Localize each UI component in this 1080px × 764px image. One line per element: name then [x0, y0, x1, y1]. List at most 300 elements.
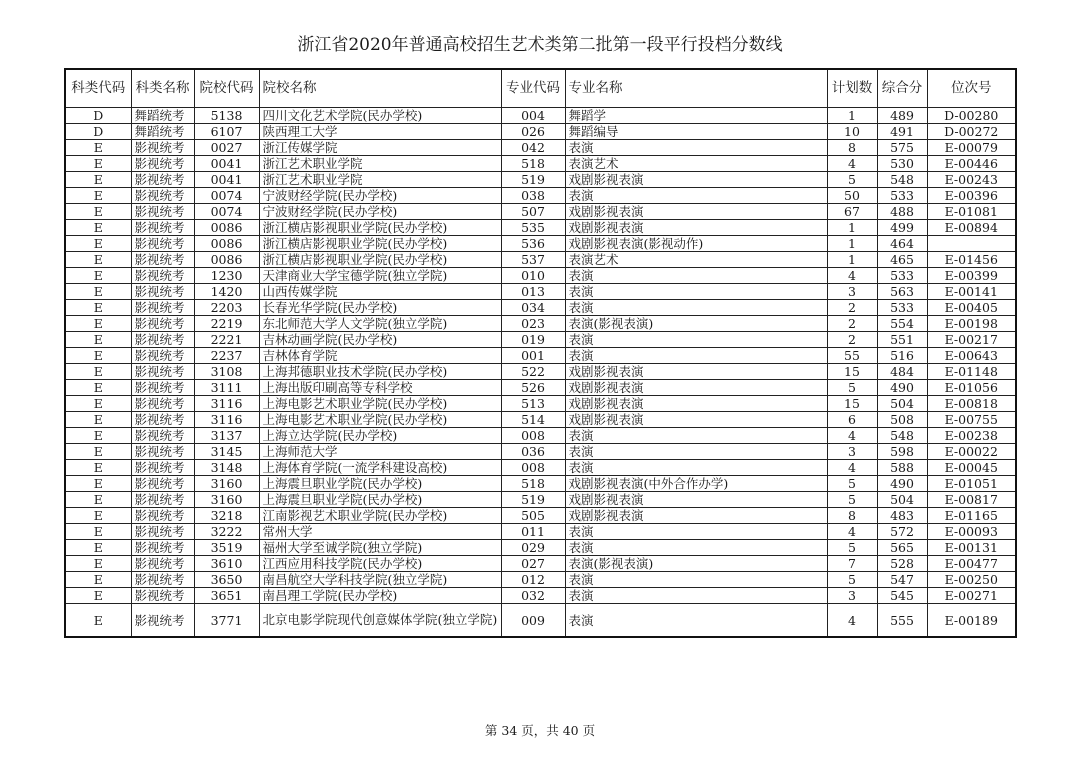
- cell-composite-score: 508: [877, 412, 927, 428]
- cell-rank: E-00022: [927, 444, 1016, 460]
- cell-rank: E-00141: [927, 284, 1016, 300]
- cell-major-code: 008: [501, 460, 565, 476]
- cell-school-name: 上海邦德职业技术学院(民办学校): [259, 364, 501, 380]
- cell-plan-count: 1: [827, 108, 877, 124]
- cell-category-name: 影视统考: [131, 540, 194, 556]
- cell-major-code: 009: [501, 604, 565, 638]
- cell-school-code: 1230: [194, 268, 259, 284]
- cell-school-name: 浙江传媒学院: [259, 140, 501, 156]
- cell-composite-score: 555: [877, 604, 927, 638]
- cell-composite-score: 530: [877, 156, 927, 172]
- cell-category-code: E: [65, 412, 131, 428]
- cell-category-name: 影视统考: [131, 492, 194, 508]
- cell-major-code: 042: [501, 140, 565, 156]
- cell-school-name: 天津商业大学宝德学院(独立学院): [259, 268, 501, 284]
- cell-major-name: 舞蹈学: [565, 108, 827, 124]
- cell-major-code: 011: [501, 524, 565, 540]
- cell-major-code: 536: [501, 236, 565, 252]
- cell-school-name: 上海体育学院(一流学科建设高校): [259, 460, 501, 476]
- cell-composite-score: 547: [877, 572, 927, 588]
- cell-school-code: 3116: [194, 396, 259, 412]
- cell-major-code: 004: [501, 108, 565, 124]
- cell-major-name: 表演(影视表演): [565, 316, 827, 332]
- cell-major-name: 表演艺术: [565, 252, 827, 268]
- cell-rank: E-00198: [927, 316, 1016, 332]
- cell-composite-score: 504: [877, 492, 927, 508]
- cell-major-name: 戏剧影视表演: [565, 508, 827, 524]
- cell-rank: D-00280: [927, 108, 1016, 124]
- table-row: [65, 220, 1016, 236]
- cell-major-name: 表演: [565, 188, 827, 204]
- cell-plan-count: 3: [827, 444, 877, 460]
- cell-major-code: 019: [501, 332, 565, 348]
- table-row: [65, 252, 1016, 268]
- cell-school-name: 浙江艺术职业学院: [259, 172, 501, 188]
- cell-school-code: 0027: [194, 140, 259, 156]
- cell-category-name: 影视统考: [131, 220, 194, 236]
- cell-rank: E-00217: [927, 332, 1016, 348]
- cell-category-code: E: [65, 140, 131, 156]
- cell-school-code: 3116: [194, 412, 259, 428]
- cell-category-name: 影视统考: [131, 604, 194, 638]
- cell-category-code: E: [65, 156, 131, 172]
- cell-major-name: 戏剧影视表演: [565, 220, 827, 236]
- cell-rank: E-01165: [927, 508, 1016, 524]
- cell-rank: E-00396: [927, 188, 1016, 204]
- col-header-plan-count: 计划数: [827, 69, 877, 108]
- cell-category-name: 影视统考: [131, 300, 194, 316]
- cell-composite-score: 545: [877, 588, 927, 604]
- cell-major-code: 522: [501, 364, 565, 380]
- cell-composite-score: 483: [877, 508, 927, 524]
- table-row: [65, 236, 1016, 252]
- cell-category-code: E: [65, 172, 131, 188]
- cell-composite-score: 572: [877, 524, 927, 540]
- table-body: [65, 108, 1016, 638]
- cell-composite-score: 528: [877, 556, 927, 572]
- cell-plan-count: 1: [827, 236, 877, 252]
- cell-major-name: 表演: [565, 524, 827, 540]
- cell-category-code: E: [65, 492, 131, 508]
- cell-major-code: 010: [501, 268, 565, 284]
- cell-category-code: E: [65, 364, 131, 380]
- cell-rank: E-00238: [927, 428, 1016, 444]
- cell-category-name: 舞蹈统考: [131, 124, 194, 140]
- cell-major-name: 戏剧影视表演: [565, 364, 827, 380]
- cell-category-code: E: [65, 396, 131, 412]
- cell-category-name: 影视统考: [131, 364, 194, 380]
- cell-category-code: E: [65, 428, 131, 444]
- cell-composite-score: 488: [877, 204, 927, 220]
- cell-plan-count: 1: [827, 252, 877, 268]
- cell-major-name: 表演: [565, 332, 827, 348]
- cell-category-name: 影视统考: [131, 140, 194, 156]
- cell-school-name: 北京电影学院现代创意媒体学院(独立学院): [259, 604, 501, 638]
- cell-category-name: 舞蹈统考: [131, 108, 194, 124]
- cell-major-name: 表演: [565, 572, 827, 588]
- cell-category-name: 影视统考: [131, 172, 194, 188]
- table-row: [65, 364, 1016, 380]
- cell-major-name: 表演艺术: [565, 156, 827, 172]
- cell-category-code: E: [65, 556, 131, 572]
- cell-school-code: 5138: [194, 108, 259, 124]
- cell-school-code: 3610: [194, 556, 259, 572]
- cell-major-name: 戏剧影视表演(中外合作办学): [565, 476, 827, 492]
- cell-rank: E-00093: [927, 524, 1016, 540]
- cell-composite-score: 554: [877, 316, 927, 332]
- cell-category-name: 影视统考: [131, 332, 194, 348]
- col-header-category-code: 科类代码: [65, 69, 131, 108]
- cell-plan-count: 67: [827, 204, 877, 220]
- cell-plan-count: 1: [827, 220, 877, 236]
- cell-school-name: 东北师范大学人文学院(独立学院): [259, 316, 501, 332]
- cell-school-name: 浙江横店影视职业学院(民办学校): [259, 236, 501, 252]
- col-header-school-code: 院校代码: [194, 69, 259, 108]
- cell-category-code: E: [65, 188, 131, 204]
- cell-school-name: 上海立达学院(民办学校): [259, 428, 501, 444]
- cell-major-code: 513: [501, 396, 565, 412]
- cell-major-name: 表演: [565, 540, 827, 556]
- cell-category-name: 影视统考: [131, 460, 194, 476]
- table-row: [65, 444, 1016, 460]
- cell-major-code: 038: [501, 188, 565, 204]
- cell-major-code: 526: [501, 380, 565, 396]
- col-header-category-name: 科类名称: [131, 69, 194, 108]
- cell-category-code: E: [65, 204, 131, 220]
- cell-rank: E-00189: [927, 604, 1016, 638]
- cell-composite-score: 484: [877, 364, 927, 380]
- cell-category-code: E: [65, 508, 131, 524]
- cell-category-code: E: [65, 332, 131, 348]
- cell-category-code: E: [65, 572, 131, 588]
- cell-category-name: 影视统考: [131, 412, 194, 428]
- table-row: [65, 524, 1016, 540]
- cell-major-name: 戏剧影视表演: [565, 412, 827, 428]
- document-title: 浙江省2020年普通高校招生艺术类第二批第一段平行投档分数线: [297, 35, 783, 55]
- cell-rank: E-00818: [927, 396, 1016, 412]
- cell-category-name: 影视统考: [131, 204, 194, 220]
- cell-major-name: 戏剧影视表演: [565, 396, 827, 412]
- cell-rank: E-00755: [927, 412, 1016, 428]
- cell-composite-score: 499: [877, 220, 927, 236]
- cell-composite-score: 489: [877, 108, 927, 124]
- cell-rank: E-01456: [927, 252, 1016, 268]
- cell-category-name: 影视统考: [131, 284, 194, 300]
- cell-major-name: 表演: [565, 588, 827, 604]
- cell-school-name: 上海震旦职业学院(民办学校): [259, 492, 501, 508]
- table-row: [65, 412, 1016, 428]
- cell-school-code: 2221: [194, 332, 259, 348]
- table-row: [65, 156, 1016, 172]
- table-row: [65, 316, 1016, 332]
- cell-plan-count: 8: [827, 508, 877, 524]
- cell-major-code: 518: [501, 156, 565, 172]
- cell-category-name: 影视统考: [131, 428, 194, 444]
- col-header-school-name: 院校名称: [259, 69, 501, 108]
- cell-category-code: E: [65, 236, 131, 252]
- cell-category-name: 影视统考: [131, 236, 194, 252]
- cell-composite-score: 548: [877, 172, 927, 188]
- cell-plan-count: 3: [827, 588, 877, 604]
- cell-plan-count: 5: [827, 492, 877, 508]
- cell-rank: E-00477: [927, 556, 1016, 572]
- cell-rank: E-01148: [927, 364, 1016, 380]
- table-row: [65, 284, 1016, 300]
- cell-composite-score: 548: [877, 428, 927, 444]
- cell-plan-count: 6: [827, 412, 877, 428]
- cell-major-code: 507: [501, 204, 565, 220]
- cell-composite-score: 516: [877, 348, 927, 364]
- table-row: [65, 204, 1016, 220]
- cell-rank: D-00272: [927, 124, 1016, 140]
- cell-category-name: 影视统考: [131, 572, 194, 588]
- table-row: [65, 188, 1016, 204]
- cell-school-code: 3519: [194, 540, 259, 556]
- cell-school-name: 吉林体育学院: [259, 348, 501, 364]
- cell-major-name: 表演: [565, 428, 827, 444]
- cell-school-code: 3650: [194, 572, 259, 588]
- page-footer: 第 34 页，共 40 页: [484, 723, 596, 738]
- cell-composite-score: 464: [877, 236, 927, 252]
- cell-school-code: 3111: [194, 380, 259, 396]
- cell-category-name: 影视统考: [131, 188, 194, 204]
- cell-major-name: 表演: [565, 348, 827, 364]
- cell-plan-count: 4: [827, 156, 877, 172]
- cell-major-name: 表演: [565, 460, 827, 476]
- cell-school-code: 1420: [194, 284, 259, 300]
- cell-school-code: 2219: [194, 316, 259, 332]
- cell-category-code: E: [65, 300, 131, 316]
- cell-major-name: 戏剧影视表演: [565, 172, 827, 188]
- col-header-major-name: 专业名称: [565, 69, 827, 108]
- cell-plan-count: 5: [827, 476, 877, 492]
- cell-school-code: 0086: [194, 236, 259, 252]
- cell-category-code: E: [65, 540, 131, 556]
- cell-major-code: 001: [501, 348, 565, 364]
- cell-major-name: 戏剧影视表演: [565, 380, 827, 396]
- cell-rank: [927, 236, 1016, 252]
- table-row: [65, 540, 1016, 556]
- cell-category-name: 影视统考: [131, 380, 194, 396]
- cell-plan-count: 2: [827, 316, 877, 332]
- cell-category-code: E: [65, 476, 131, 492]
- cell-category-code: E: [65, 588, 131, 604]
- cell-school-name: 江南影视艺术职业学院(民办学校): [259, 508, 501, 524]
- cell-school-code: 2237: [194, 348, 259, 364]
- cell-school-code: 0041: [194, 156, 259, 172]
- cell-category-code: D: [65, 108, 131, 124]
- cell-category-code: D: [65, 124, 131, 140]
- cell-category-code: E: [65, 316, 131, 332]
- table-row: [65, 300, 1016, 316]
- cell-composite-score: 504: [877, 396, 927, 412]
- cell-school-code: 0074: [194, 204, 259, 220]
- cell-major-name: 表演: [565, 140, 827, 156]
- cell-school-code: 0041: [194, 172, 259, 188]
- cell-category-name: 影视统考: [131, 508, 194, 524]
- cell-composite-score: 551: [877, 332, 927, 348]
- cell-school-name: 山西传媒学院: [259, 284, 501, 300]
- cell-category-code: E: [65, 524, 131, 540]
- cell-major-name: 戏剧影视表演: [565, 492, 827, 508]
- cell-school-code: 3145: [194, 444, 259, 460]
- cell-rank: E-00045: [927, 460, 1016, 476]
- cell-category-code: E: [65, 252, 131, 268]
- cell-category-code: E: [65, 268, 131, 284]
- cell-major-name: 表演: [565, 300, 827, 316]
- cell-composite-score: 490: [877, 380, 927, 396]
- cell-plan-count: 55: [827, 348, 877, 364]
- cell-plan-count: 7: [827, 556, 877, 572]
- table-row: [65, 476, 1016, 492]
- cell-category-name: 影视统考: [131, 156, 194, 172]
- table-row: [65, 396, 1016, 412]
- table-row: [65, 508, 1016, 524]
- cell-plan-count: 4: [827, 460, 877, 476]
- cell-major-code: 535: [501, 220, 565, 236]
- cell-school-name: 吉林动画学院(民办学校): [259, 332, 501, 348]
- cell-major-name: 戏剧影视表演: [565, 204, 827, 220]
- cell-major-code: 519: [501, 172, 565, 188]
- cell-composite-score: 491: [877, 124, 927, 140]
- cell-composite-score: 563: [877, 284, 927, 300]
- cell-school-name: 福州大学至诚学院(独立学院): [259, 540, 501, 556]
- cell-school-name: 上海震旦职业学院(民办学校): [259, 476, 501, 492]
- cell-school-code: 3148: [194, 460, 259, 476]
- cell-category-code: E: [65, 284, 131, 300]
- table-row: [65, 492, 1016, 508]
- cell-major-name: 戏剧影视表演(影视动作): [565, 236, 827, 252]
- cell-school-name: 南昌理工学院(民办学校): [259, 588, 501, 604]
- cell-category-code: E: [65, 380, 131, 396]
- cell-rank: E-00405: [927, 300, 1016, 316]
- cell-rank: E-01051: [927, 476, 1016, 492]
- cell-major-code: 029: [501, 540, 565, 556]
- cell-school-code: 3651: [194, 588, 259, 604]
- cell-composite-score: 533: [877, 300, 927, 316]
- table-row: [65, 380, 1016, 396]
- table-row: [65, 460, 1016, 476]
- cell-school-code: 3222: [194, 524, 259, 540]
- cell-composite-score: 465: [877, 252, 927, 268]
- table-row: [65, 348, 1016, 364]
- cell-category-name: 影视统考: [131, 444, 194, 460]
- cell-category-name: 影视统考: [131, 396, 194, 412]
- cell-school-name: 长春光华学院(民办学校): [259, 300, 501, 316]
- cell-category-name: 影视统考: [131, 252, 194, 268]
- cell-school-name: 陕西理工大学: [259, 124, 501, 140]
- cell-school-code: 6107: [194, 124, 259, 140]
- cell-plan-count: 4: [827, 428, 877, 444]
- cell-rank: E-00250: [927, 572, 1016, 588]
- cell-rank: E-01056: [927, 380, 1016, 396]
- cell-rank: E-00894: [927, 220, 1016, 236]
- table-row: [65, 124, 1016, 140]
- table-row: [65, 108, 1016, 124]
- cell-plan-count: 4: [827, 524, 877, 540]
- cell-major-code: 026: [501, 124, 565, 140]
- cell-major-code: 012: [501, 572, 565, 588]
- cell-major-code: 514: [501, 412, 565, 428]
- cell-category-name: 影视统考: [131, 348, 194, 364]
- table-row: [65, 604, 1016, 638]
- cell-school-name: 宁波财经学院(民办学校): [259, 204, 501, 220]
- cell-school-code: 3218: [194, 508, 259, 524]
- cell-composite-score: 533: [877, 188, 927, 204]
- cell-major-name: 表演: [565, 604, 827, 638]
- cell-school-name: 上海电影艺术职业学院(民办学校): [259, 412, 501, 428]
- cell-major-code: 023: [501, 316, 565, 332]
- cell-category-name: 影视统考: [131, 316, 194, 332]
- cell-major-code: 032: [501, 588, 565, 604]
- table-row: [65, 172, 1016, 188]
- cell-major-code: 008: [501, 428, 565, 444]
- cell-plan-count: 3: [827, 284, 877, 300]
- cell-major-code: 505: [501, 508, 565, 524]
- cell-category-code: E: [65, 444, 131, 460]
- cell-major-code: 518: [501, 476, 565, 492]
- cell-plan-count: 10: [827, 124, 877, 140]
- table-row: [65, 572, 1016, 588]
- cell-major-name: 表演: [565, 444, 827, 460]
- cell-composite-score: 565: [877, 540, 927, 556]
- cell-category-code: E: [65, 460, 131, 476]
- cell-plan-count: 5: [827, 172, 877, 188]
- cell-school-code: 0074: [194, 188, 259, 204]
- cell-school-name: 浙江横店影视职业学院(民办学校): [259, 220, 501, 236]
- cell-rank: E-00271: [927, 588, 1016, 604]
- cell-composite-score: 533: [877, 268, 927, 284]
- table-header-row: [65, 69, 1016, 108]
- cell-school-name: 常州大学: [259, 524, 501, 540]
- cell-plan-count: 2: [827, 332, 877, 348]
- table-row: [65, 428, 1016, 444]
- cell-major-code: 034: [501, 300, 565, 316]
- col-header-major-code: 专业代码: [501, 69, 565, 108]
- cell-school-code: 2203: [194, 300, 259, 316]
- cell-school-code: 3160: [194, 476, 259, 492]
- cell-school-name: 上海出版印刷高等专科学校: [259, 380, 501, 396]
- cell-major-code: 519: [501, 492, 565, 508]
- cell-school-name: 浙江艺术职业学院: [259, 156, 501, 172]
- cell-plan-count: 4: [827, 268, 877, 284]
- cell-rank: E-00399: [927, 268, 1016, 284]
- cell-major-name: 表演: [565, 284, 827, 300]
- cell-plan-count: 15: [827, 364, 877, 380]
- cell-school-code: 0086: [194, 252, 259, 268]
- cell-major-name: 舞蹈编导: [565, 124, 827, 140]
- cell-rank: E-00446: [927, 156, 1016, 172]
- table-row: [65, 588, 1016, 604]
- cell-category-name: 影视统考: [131, 588, 194, 604]
- cell-plan-count: 5: [827, 380, 877, 396]
- table-row: [65, 332, 1016, 348]
- cell-composite-score: 598: [877, 444, 927, 460]
- cell-rank: E-00131: [927, 540, 1016, 556]
- cell-category-name: 影视统考: [131, 524, 194, 540]
- cell-school-code: 3137: [194, 428, 259, 444]
- cell-plan-count: 15: [827, 396, 877, 412]
- table-row: [65, 140, 1016, 156]
- cell-rank: E-00643: [927, 348, 1016, 364]
- cell-school-code: 0086: [194, 220, 259, 236]
- cell-school-name: 宁波财经学院(民办学校): [259, 188, 501, 204]
- cell-category-code: E: [65, 604, 131, 638]
- cell-plan-count: 4: [827, 604, 877, 638]
- cell-plan-count: 5: [827, 572, 877, 588]
- cell-rank: E-00079: [927, 140, 1016, 156]
- cell-rank: E-00243: [927, 172, 1016, 188]
